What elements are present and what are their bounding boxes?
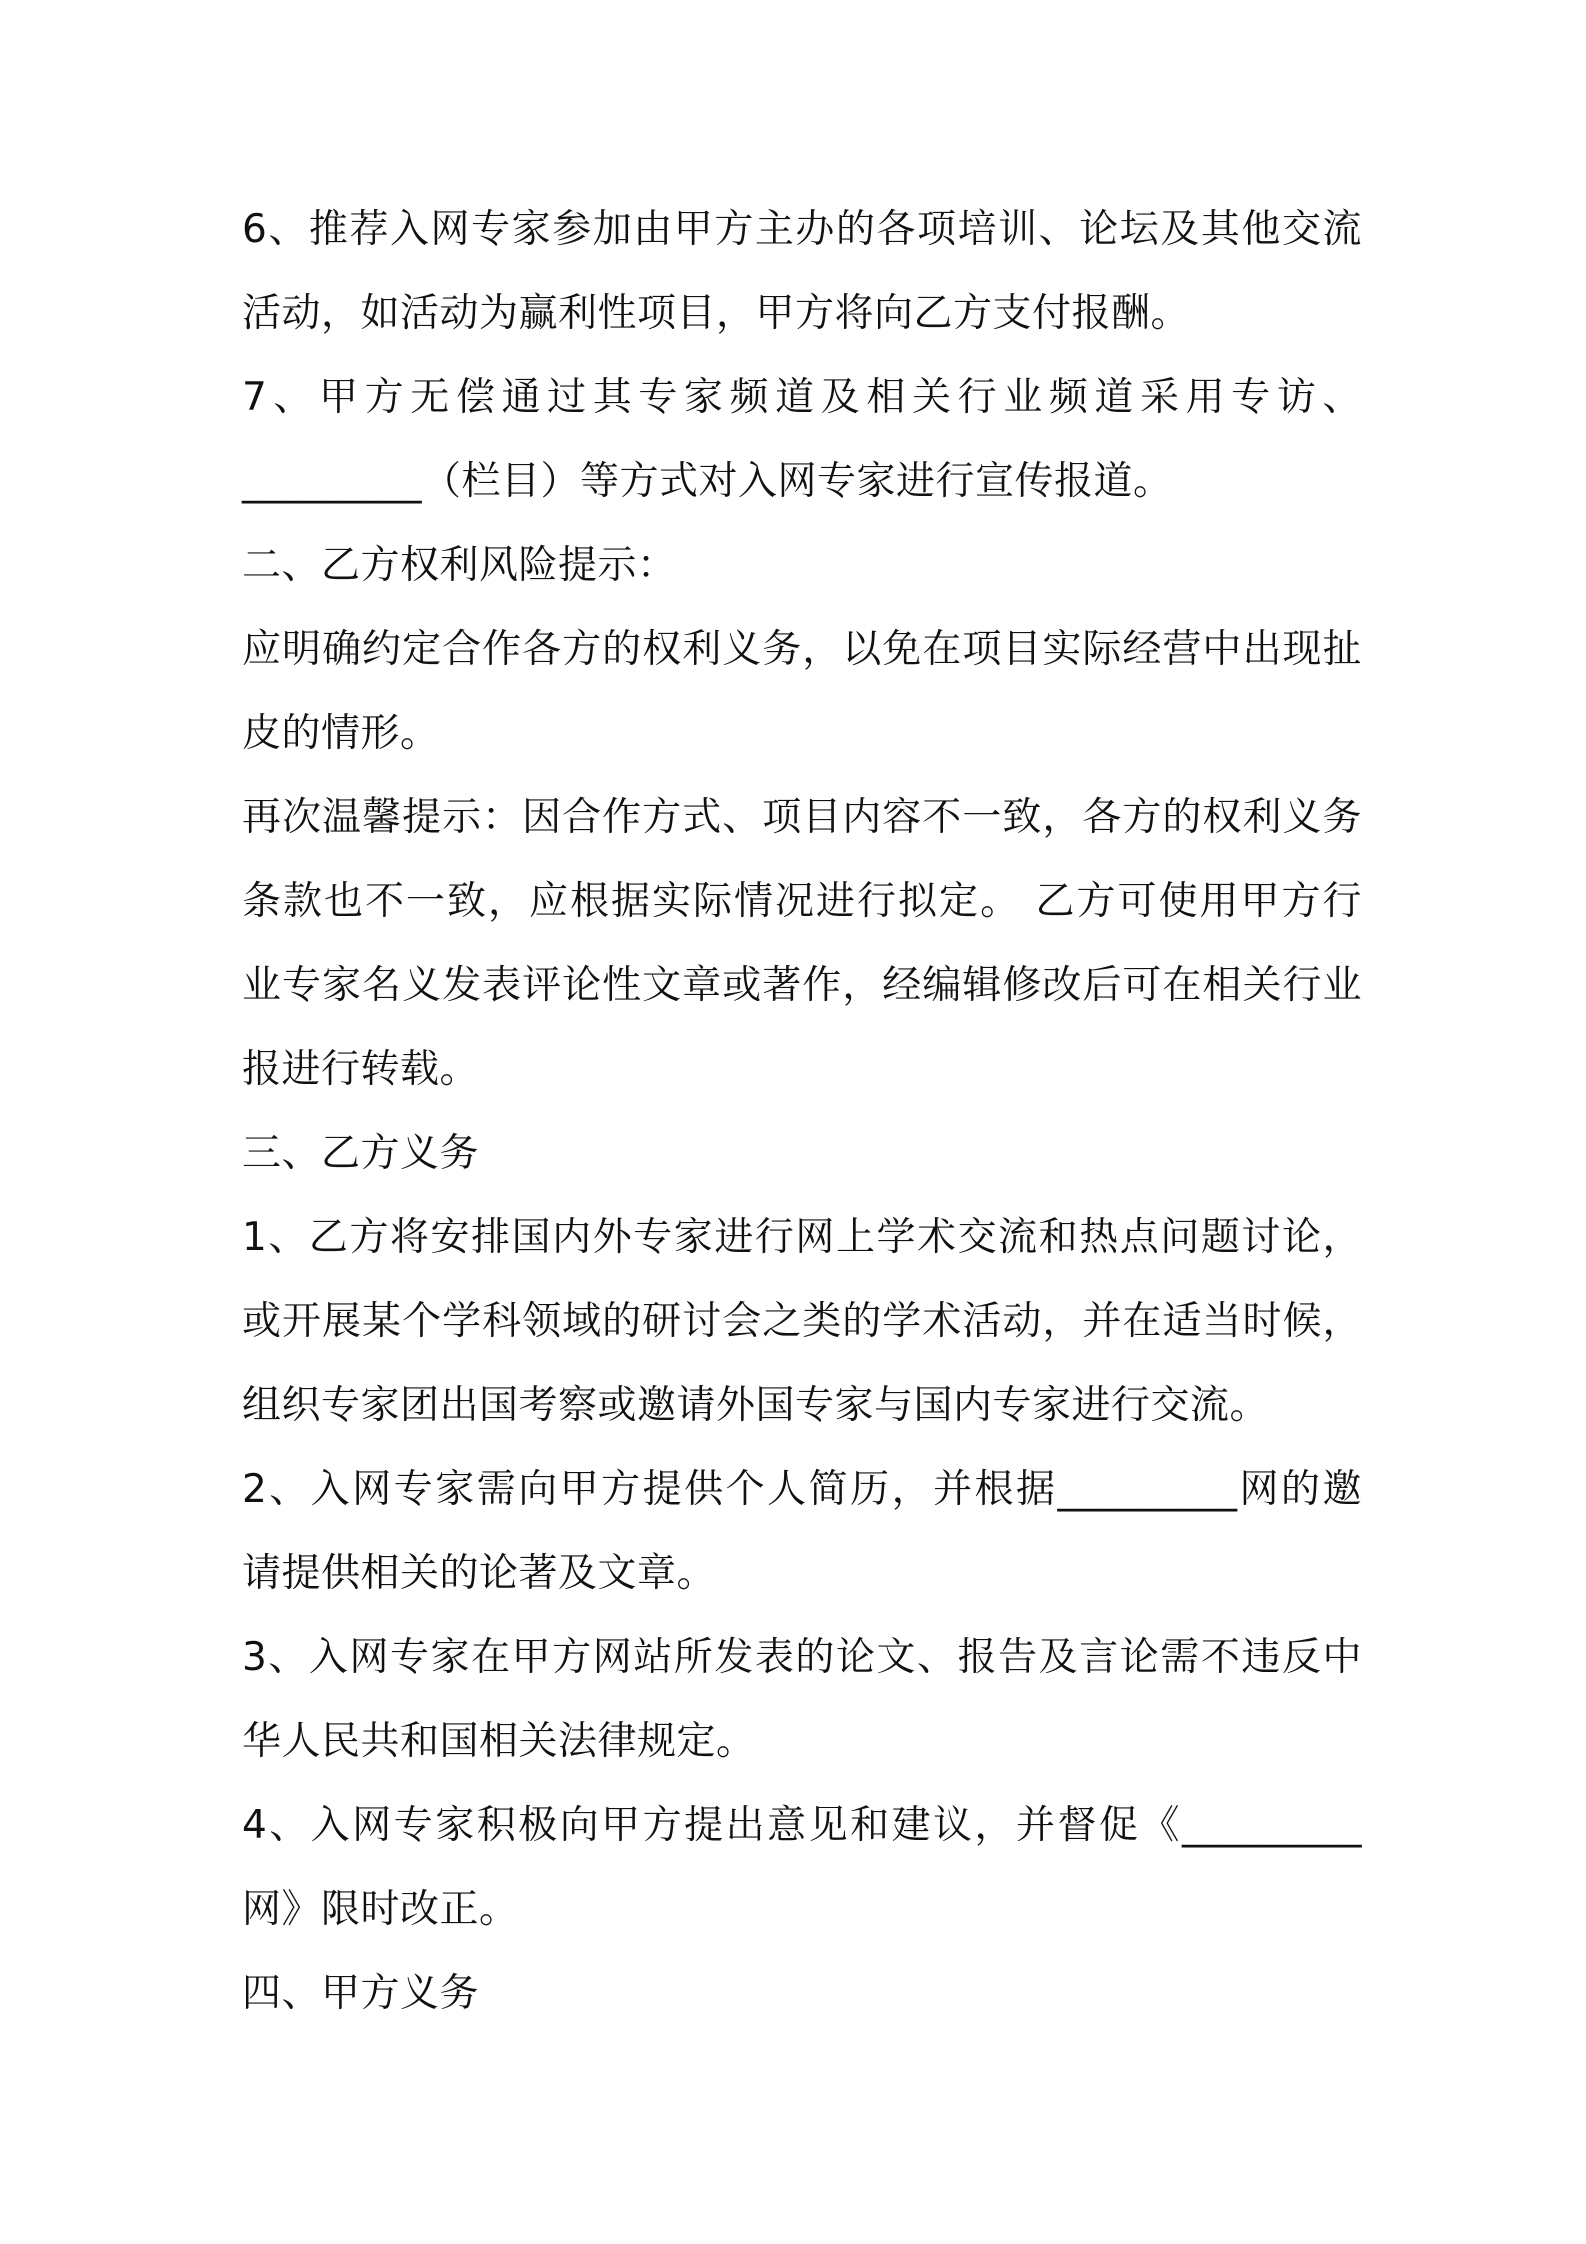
paragraph-line: 网》限时改正。 [242,1887,519,1932]
paragraph-line: 请提供相关的论著及文章。 [242,1551,717,1596]
paragraph-line: _________（栏目）等方式对入网专家进行宣传报道。 [242,459,1173,504]
paragraph-line: 7、甲方无偿通过其专家频道及相关行业频道采用专访、 [242,375,1362,420]
paragraph-line: 3、入网专家在甲方网站所发表的论文、报告及言论需不违反中 [242,1635,1362,1680]
paragraph-line: 再次温馨提示：因合作方式、项目内容不一致，各方的权利义务 [242,795,1362,840]
paragraph-line: 6、推荐入网专家参加由甲方主办的各项培训、论坛及其他交流 [242,207,1362,252]
paragraph-line: 或开展某个学科领域的研讨会之类的学术活动，并在适当时候， [242,1299,1362,1344]
paragraph-line: 1、乙方将安排国内外专家进行网上学术交流和热点问题讨论， [242,1215,1362,1260]
paragraph-line: 应明确约定合作各方的权利义务，以免在项目实际经营中出现扯 [242,627,1362,672]
paragraph-line: 4、入网专家积极向甲方提出意见和建议，并督促《_________ [242,1803,1362,1848]
paragraph-line: 皮的情形。 [242,711,440,756]
paragraph-line: 业专家名义发表评论性文章或著作，经编辑修改后可在相关行业 [242,963,1362,1008]
section-heading: 二、乙方权利风险提示： [242,543,677,588]
section-heading: 四、甲方义务 [242,1971,480,2016]
section-heading: 三、乙方义务 [242,1131,480,1176]
paragraph-line: 报进行转载。 [242,1047,480,1092]
paragraph-line: 活动，如活动为赢利性项目，甲方将向乙方支付报酬。 [242,291,1191,336]
paragraph-line: 华人民共和国相关法律规定。 [242,1719,756,1764]
paragraph-line: 条款也不一致，应根据实际情况进行拟定。 乙方可使用甲方行 [242,879,1362,924]
paragraph-line: 组织专家团出国考察或邀请外国专家与国内专家进行交流。 [242,1383,1270,1428]
paragraph-line: 2、入网专家需向甲方提供个人简历，并根据_________网的邀 [242,1467,1362,1512]
